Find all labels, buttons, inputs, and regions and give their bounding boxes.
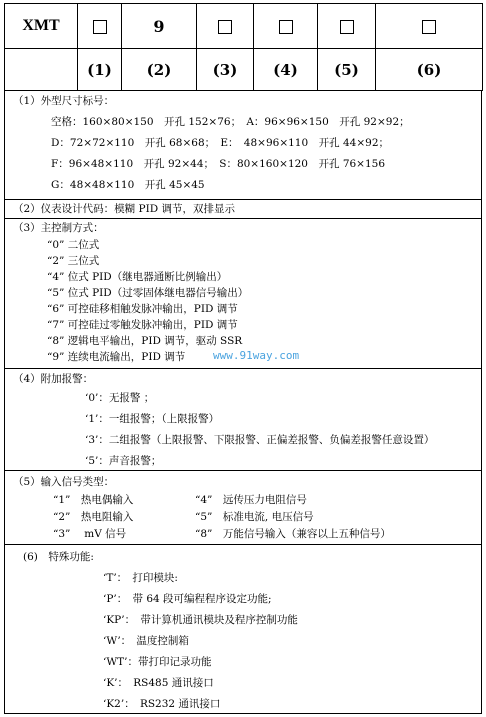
size-line: G：48×48×110 开孔 45×45: [51, 179, 205, 191]
input-type-item: “2” 热电阻输入: [53, 511, 134, 523]
section-size-codes: [4, 90, 482, 200]
label-empty: [5, 49, 78, 91]
code-box-1: [78, 4, 122, 49]
section-title: （2）仪表设计代码：模糊 PID 调节，双排显示: [13, 203, 235, 215]
size-line: F：96×48×110 开孔 92×44； S：80×160×120 开孔 76×156: [51, 158, 386, 170]
blank-box-icon: [93, 20, 107, 34]
alarm-item: ‘5’：声音报警；: [85, 455, 162, 467]
function-item: ‘P’： 带 64 段可编程程序设定功能;: [103, 593, 272, 605]
alarm-item: ‘0’：无报警 ；: [85, 392, 155, 404]
code-box-6: [376, 4, 483, 49]
alarm-item: ‘3’：二组报警（上限报警、下限报警、正偏差报警、负偏差报警任意设置）: [85, 434, 435, 446]
section-title: （4）附加报警：: [13, 373, 94, 385]
function-item: ‘W’： 温度控制箱: [103, 635, 189, 647]
function-item: ‘KP’： 带计算机通讯模块及程序控制功能: [103, 614, 298, 626]
control-mode-item: “9” 连续电流输出，PID 调节: [47, 351, 186, 363]
control-mode-item: “6” 可控硅移相触发脉冲输出，PID 调节: [47, 303, 238, 315]
input-type-item: “3” mV 信号: [53, 528, 127, 540]
size-line: 空格：160×80×150 开孔 152×76； A：96×96×150 开孔 92×92；: [51, 116, 410, 128]
code-design: 9: [122, 4, 197, 49]
section-input-signal: [4, 471, 482, 545]
brand-cell: XMT: [5, 4, 78, 49]
control-mode-item: “7” 可控硅过零触发脉冲输出，PID 调节: [47, 319, 238, 331]
code-box-5: [318, 4, 376, 49]
code-box-4: [254, 4, 318, 49]
label-1: (1): [78, 49, 122, 91]
control-mode-item: “0” 二位式: [47, 239, 100, 251]
blank-box-icon: [340, 20, 354, 34]
alarm-item: ‘1’：一组报警；（上限报警）: [85, 413, 220, 425]
input-type-item: “5” 标准电流, 电压信号: [195, 511, 314, 523]
model-code-table: [4, 3, 483, 91]
section-special-functions: [4, 545, 482, 714]
label-2: (2): [122, 49, 197, 91]
size-line: D：72×72×110 开孔 68×68； E： 48×96×110 开孔 44×92；: [51, 137, 390, 149]
blank-box-icon: [279, 20, 293, 34]
section-title: （1）外型尺寸标号：: [13, 95, 115, 107]
function-item: ‘T’： 打印模块:: [103, 572, 178, 584]
control-mode-item: “8” 逻辑电平输出，PID 调节，驱动 SSR: [47, 335, 243, 347]
label-3: (3): [197, 49, 254, 91]
watermark-text: www.91way.com: [213, 349, 300, 362]
section-title: (6) 特殊功能:: [23, 551, 94, 563]
section-title: （3）主控制方式：: [13, 222, 104, 234]
input-type-item: “1” 热电偶输入: [53, 494, 134, 506]
section-control-mode: [4, 219, 482, 369]
input-type-item: “8” 万能信号输入（兼容以上五种信号）: [195, 528, 391, 540]
control-mode-item: “5” 位式 PID（过零固体继电器信号输出）: [47, 287, 249, 299]
label-5: (5): [318, 49, 376, 91]
label-4: (4): [254, 49, 318, 91]
section-design-code: [4, 200, 482, 219]
function-item: ‘K’： RS485 通讯接口: [103, 677, 214, 689]
code-box-3: [197, 4, 254, 49]
control-mode-item: “4” 位式 PID（继电器通断比例输出）: [47, 271, 228, 283]
label-6: (6): [376, 49, 483, 91]
blank-box-icon: [422, 20, 436, 34]
function-item: ‘K2’： RS232 通讯接口: [103, 698, 221, 710]
control-mode-item: “2” 三位式: [47, 255, 100, 267]
section-alarm: [4, 369, 482, 471]
section-title: （5）输入信号类型：: [13, 476, 115, 488]
function-item: ‘WT’：带打印记录功能: [103, 656, 212, 668]
blank-box-icon: [218, 20, 232, 34]
input-type-item: “4” 远传压力电阻信号: [195, 494, 307, 506]
